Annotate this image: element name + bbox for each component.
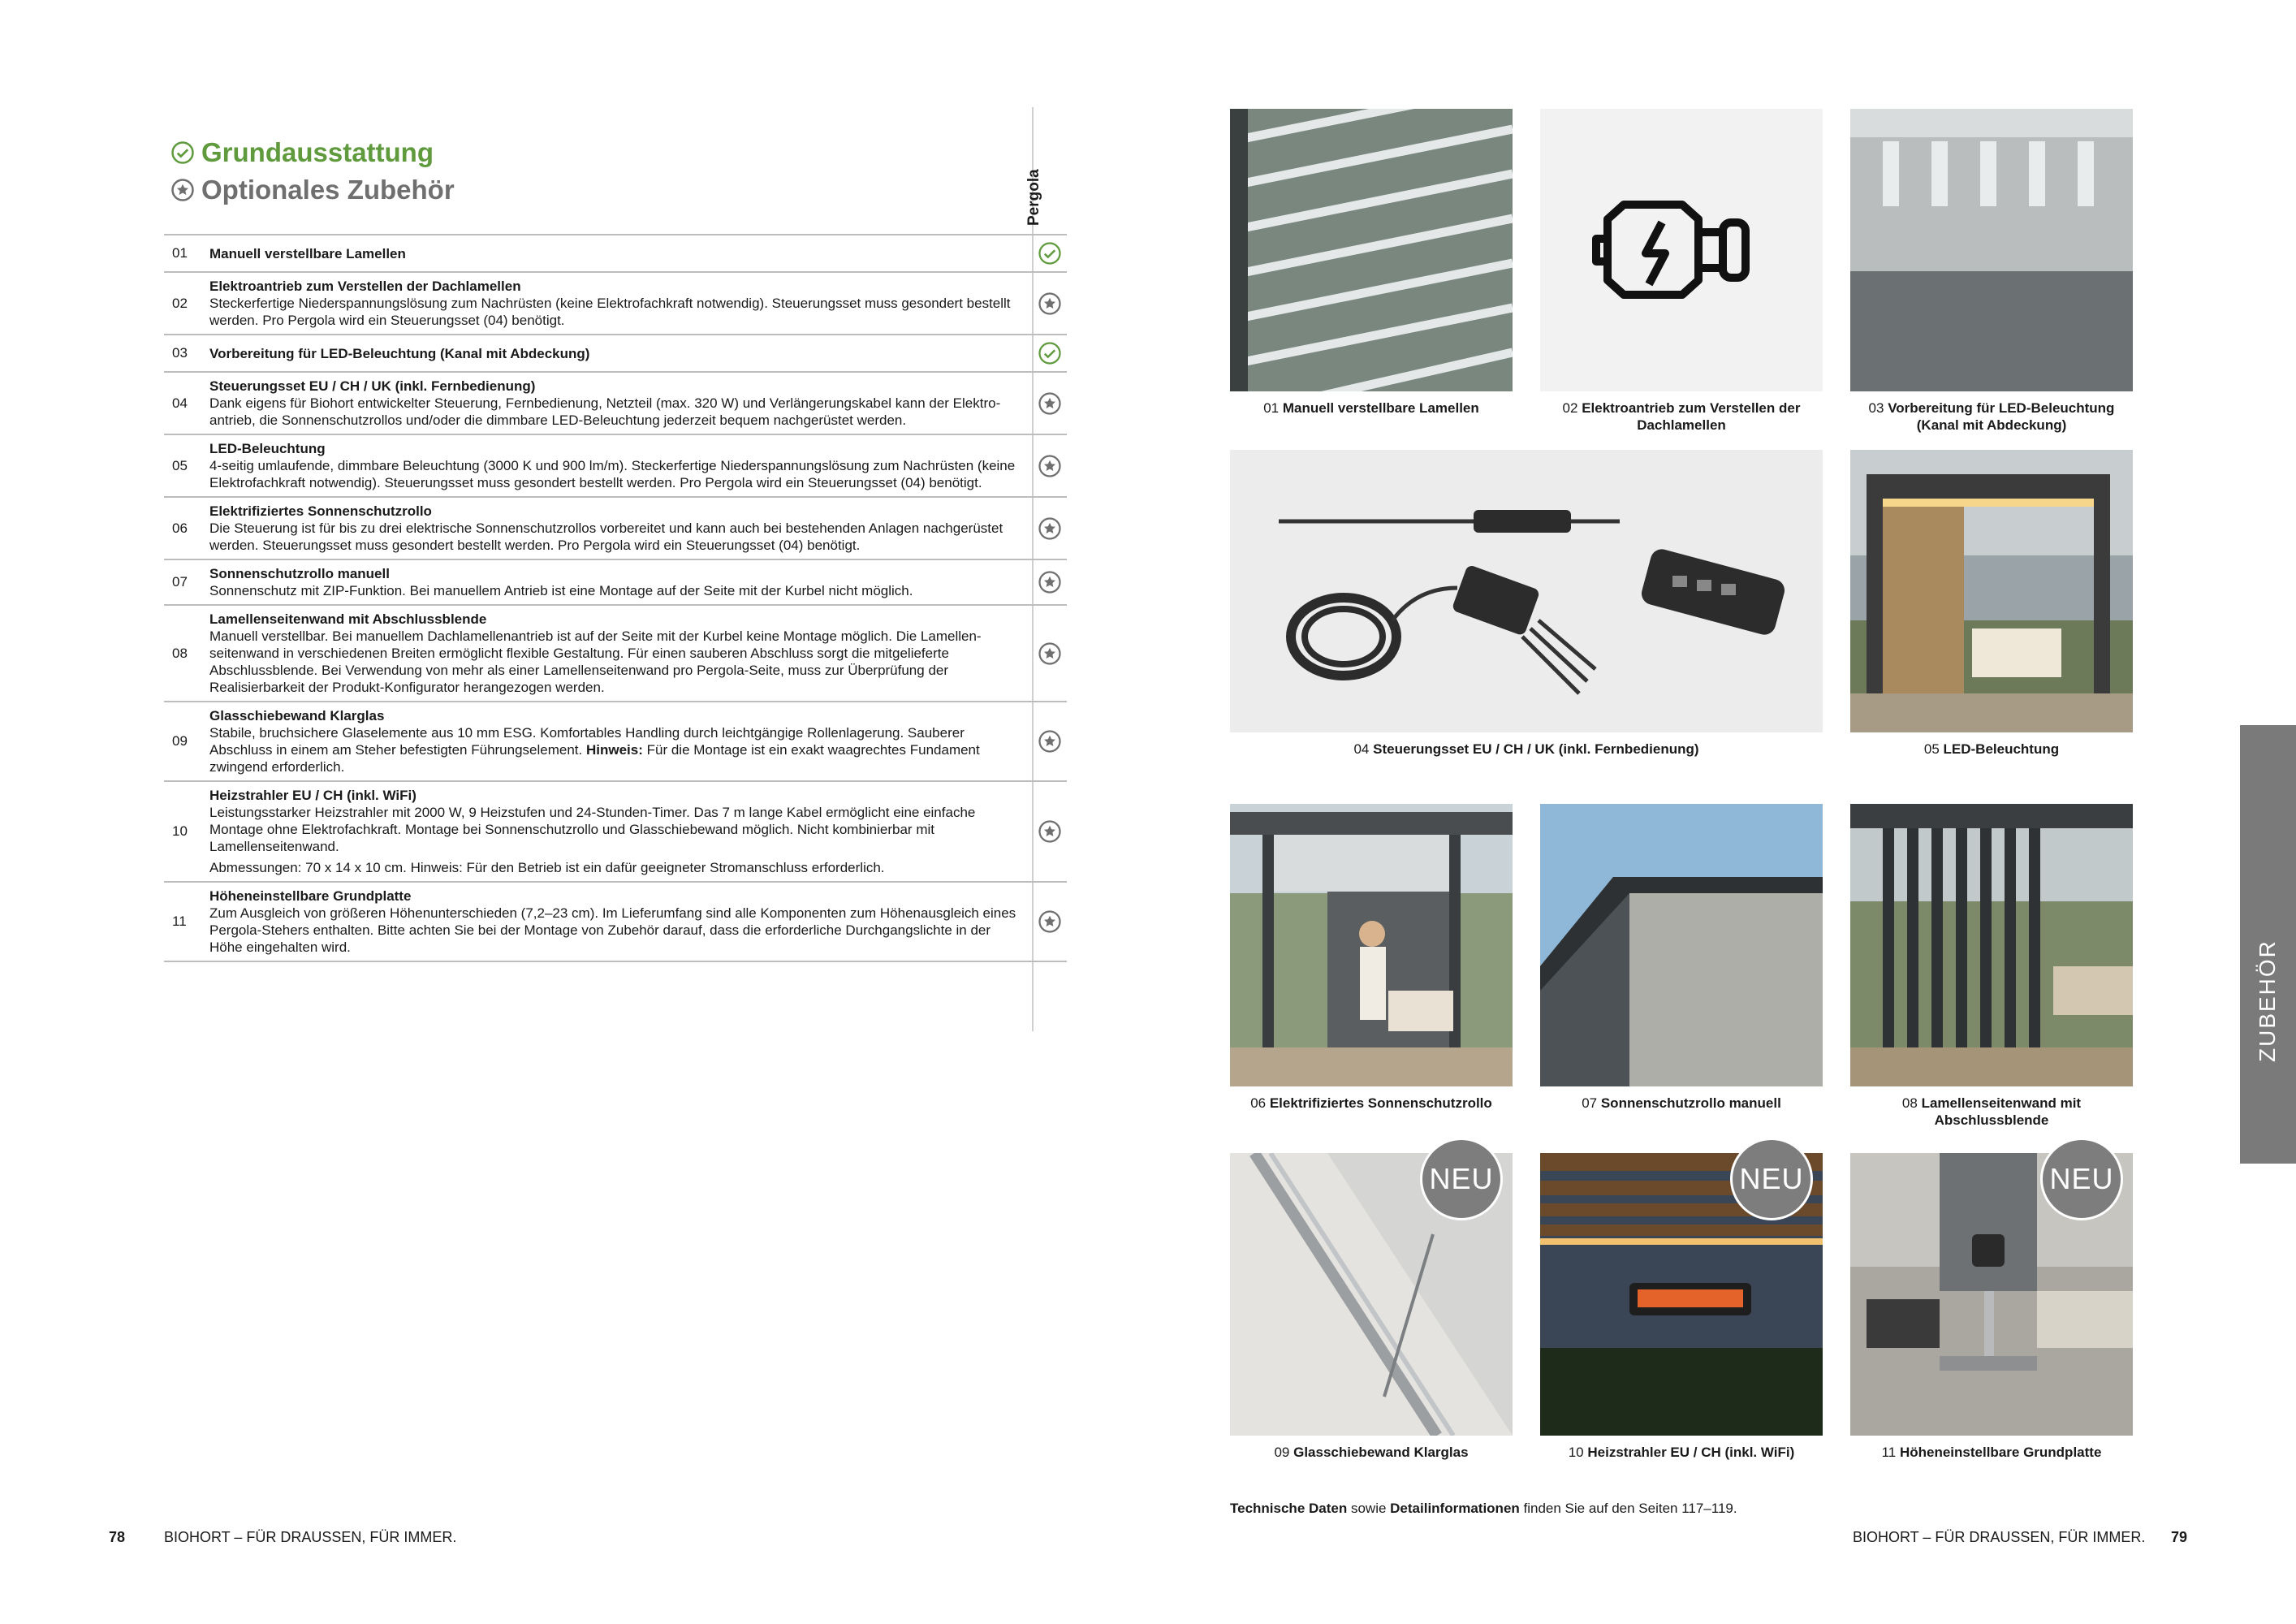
caption-08: 08 Lamellenseitenwand mit Abschlussblende [1901, 1095, 2082, 1128]
row-status [1032, 570, 1067, 594]
table-row [164, 235, 1067, 273]
photo-electric-blind [1230, 804, 1513, 1086]
legend-optional [170, 175, 455, 205]
photo-control-set [1230, 450, 1823, 732]
row-title: Heizstrahler EU / CH (inkl. WiFi) [209, 788, 416, 803]
star-circle-icon [1038, 570, 1062, 594]
row-text: Die Steuerung ist für bis zu drei elektrische Sonnenschutzrollos vorbereitet und kann auch bei bestehenden Anlagen nachgerüstet werden. Steuerungsset muss gesondert bestellt werden. Pro Pergola wird ein Steuerungsset (04) benötigt. [209, 520, 1003, 553]
row-title: Steuerungsset EU / CH / UK (inkl. Fernbedienung) [209, 378, 536, 394]
caption-04: 04 Steuerungsset EU / CH / UK (inkl. Fernbedienung) [1353, 741, 1699, 757]
row-text: Manuell verstellbar. Bei manuellem Dachlamellenantrieb ist auf der Seite mit der Kurbel keine Montage möglich. Die Lamellen-seitenwand in verschiedenen Breiten ermöglicht flexible Gestaltung. Für einen sauberen Abschluss sorgt die mitgelieferte Abschlussblende. Bei Verwendung von mehr als einer Lamellenseitenwand pro Pergola-Seite, muss zur Überprüfung der Realisierbarkeit der Produkt-Konfigurator herangezogen werden. [209, 628, 982, 695]
star-circle-icon [1038, 819, 1062, 844]
star-circle-icon [1038, 729, 1062, 754]
caption-03: 03 Vorbereitung für LED-Beleuchtung (Kanal mit Abdeckung) [1868, 400, 2115, 433]
caption-07: 07 Sonnenschutzrollo manuell [1582, 1095, 1781, 1111]
row-status [1032, 454, 1067, 478]
photo-lamellen [1230, 109, 1513, 391]
star-circle-icon [1038, 641, 1062, 666]
row-number: 06 [172, 520, 188, 536]
legend-basic-label: Grundausstattung [201, 137, 434, 167]
row-body [209, 278, 1032, 329]
photo-motor [1540, 109, 1823, 391]
row-title: Elektrifiziertes Sonnenschutzrollo [209, 503, 432, 519]
table-row [164, 335, 1067, 373]
table-row [164, 273, 1067, 335]
row-text: 4-seitig umlaufende, dimmbare Beleuchtung (3000 K und 900 lm/m). Steckerfertige Niederspannungslösung zum Nachrüsten (keine Elektrofachkraft notwendig). Steuerungsset muss gesondert bestellt werden. Pro Pergola wird ein Steuerungsset (04) benötigt. [209, 458, 1016, 490]
row-number: 04 [172, 395, 188, 411]
row-body [209, 345, 1032, 362]
footer-slogan-left: BIOHORT – FÜR DRAUSSEN, FÜR IMMER. [164, 1529, 457, 1545]
row-title: Vorbereitung für LED-Beleuchtung (Kanal mit Abdeckung) [209, 345, 590, 361]
row-body [209, 565, 1032, 599]
legend-optional-label: Optionales Zubehör [201, 175, 455, 205]
motor-icon [1540, 109, 1823, 391]
row-title: Glasschiebewand Klarglas [209, 708, 385, 723]
row-body [209, 245, 1032, 262]
section-tab-zubehoer[interactable] [2240, 725, 2296, 1164]
table-row [164, 498, 1067, 560]
page-number-left: 78 [109, 1529, 126, 1545]
row-text: Stabile, bruchsichere Glaselemente aus 10 mm ESG. Komfortables Handling durch leichtgängige Rollenlagerung. Sauberer Abschluss in einem am Steher befestigten Führungselement. Hinweis: Für die Montage ist ein exakt waagrechtes Fundament zwingend erforderlich. [209, 725, 980, 775]
row-text: Dank eigens für Biohort entwickelter Steuerung, Fernbedienung, Netzteil (max. 320 W) und Verlängerungskabel kann der Elektro-antrieb, die Sonnenschutzrollos und/oder die dimmbare LED-Beleuchtung jederzeit bequem nachgerüstet werden. [209, 395, 1001, 428]
table-row [164, 373, 1067, 435]
row-body [209, 378, 1032, 429]
legend-basic [170, 137, 434, 168]
row-number: 07 [172, 574, 188, 590]
section-tab-label: ZUBEHÖR [2255, 939, 2280, 1062]
row-title: Lamellenseitenwand mit Abschlussblende [209, 611, 487, 627]
caption-02: 02 Elektroantrieb zum Verstellen der Dachlamellen [1562, 400, 1801, 433]
star-circle-icon [1038, 292, 1062, 316]
row-status [1032, 341, 1067, 365]
check-circle-icon [1038, 241, 1062, 266]
new-badge: NEU [1730, 1138, 1813, 1220]
caption-06: 06 Elektrifiziertes Sonnenschutzrollo [1250, 1095, 1492, 1111]
row-title: Sonnenschutzrollo manuell [209, 566, 390, 581]
row-status [1032, 909, 1067, 934]
table-row [164, 702, 1067, 782]
row-status [1032, 391, 1067, 416]
row-number: 01 [172, 245, 188, 261]
table-row [164, 606, 1067, 702]
table-row [164, 782, 1067, 883]
star-circle-icon [1038, 909, 1062, 934]
caption-10: 10 Heizstrahler EU / CH (inkl. WiFi) [1568, 1445, 1795, 1460]
star-circle-icon [1038, 454, 1062, 478]
caption-11: 11 Höheneinstellbare Grundplatte [1881, 1445, 2102, 1460]
row-body [209, 611, 1032, 696]
row-number: 05 [172, 457, 188, 473]
caption-05: 05 LED-Beleuchtung [1923, 741, 2060, 757]
row-status [1032, 819, 1067, 844]
spec-table [164, 234, 1067, 962]
row-text: Leistungsstarker Heizstrahler mit 2000 W, 9 Heizstufen und 24-Stunden-Timer. Das 7 m lange Kabel ermöglicht eine einfache Montage ohne Elektrofachkraft. Montage bei Sonnenschutzrollo und Glasschiebewand möglich. Nicht kombinierbar mit Lamellenseitenwand. [209, 805, 976, 854]
row-title: Manuell verstellbare Lamellen [209, 245, 406, 261]
row-text: Steckerfertige Niederspannungslösung zum Nachrüsten (keine Elektrofachkraft notwendig). Steuerungsset muss gesondert bestellt werden. Pro Pergola wird ein Steuerungsset (04) benötigt. [209, 296, 1011, 328]
row-status [1032, 729, 1067, 754]
row-title: Elektroantrieb zum Verstellen der Dachlamellen [209, 279, 521, 294]
caption-09: 09 Glasschiebewand Klarglas [1274, 1445, 1469, 1460]
row-number: 03 [172, 345, 188, 361]
photo-side-wall [1850, 804, 2133, 1086]
row-body [209, 503, 1032, 554]
row-body [209, 440, 1032, 491]
row-title: Höheneinstellbare Grundplatte [209, 888, 412, 904]
photo-manual-blind [1540, 804, 1823, 1086]
star-circle-icon [1038, 391, 1062, 416]
row-text: Sonnenschutz mit ZIP-Funktion. Bei manuellem Antrieb ist eine Montage auf der Seite mit der Kurbel nicht möglich. [209, 583, 913, 598]
row-body [209, 888, 1032, 956]
row-extra: Abmessungen: 70 x 14 x 10 cm. Hinweis: Für den Betrieb ist ein dafür geeigneter Stromanschluss erforderlich. [209, 860, 885, 875]
star-circle-icon [170, 178, 195, 202]
row-status [1032, 641, 1067, 666]
technical-data-note: Technische Daten sowie Detailinformationen finden Sie auf den Seiten 117–119. [1230, 1501, 1737, 1516]
row-text: Zum Ausgleich von größeren Höhenunterschieden (7,2–23 cm). Im Lieferumfang sind alle Komponenten zum Höhenausgleich eines Pergola-Stehers enthalten. Bitte achten Sie bei der Montage von Zubehör darauf, dass die erforderliche Durchgangslichte in der Höhe eingehalten wird. [209, 905, 1016, 955]
page-number-right: 79 [2171, 1529, 2188, 1545]
footer-slogan-right: BIOHORT – FÜR DRAUSSEN, FÜR IMMER. [1853, 1529, 2146, 1545]
row-status [1032, 241, 1067, 266]
row-number: 11 [172, 914, 187, 929]
column-header-pergola: Pergola [1025, 169, 1042, 226]
caption-01: 01 Manuell verstellbare Lamellen [1263, 400, 1479, 416]
table-row [164, 435, 1067, 498]
check-circle-icon [1038, 341, 1062, 365]
star-circle-icon [1038, 516, 1062, 541]
table-row [164, 560, 1067, 606]
row-number: 02 [172, 295, 188, 311]
photo-led-lighting [1850, 450, 2133, 732]
table-row [164, 883, 1067, 962]
row-body [209, 787, 1032, 876]
row-status [1032, 516, 1067, 541]
row-body [209, 707, 1032, 775]
row-number: 08 [172, 645, 188, 661]
row-status [1032, 292, 1067, 316]
row-title: LED-Beleuchtung [209, 441, 326, 456]
row-number: 10 [172, 823, 188, 839]
photo-led-channel [1850, 109, 2133, 391]
check-circle-icon [170, 140, 195, 165]
new-badge: NEU [1420, 1138, 1503, 1220]
row-number: 09 [172, 733, 188, 749]
new-badge: NEU [2040, 1138, 2123, 1220]
